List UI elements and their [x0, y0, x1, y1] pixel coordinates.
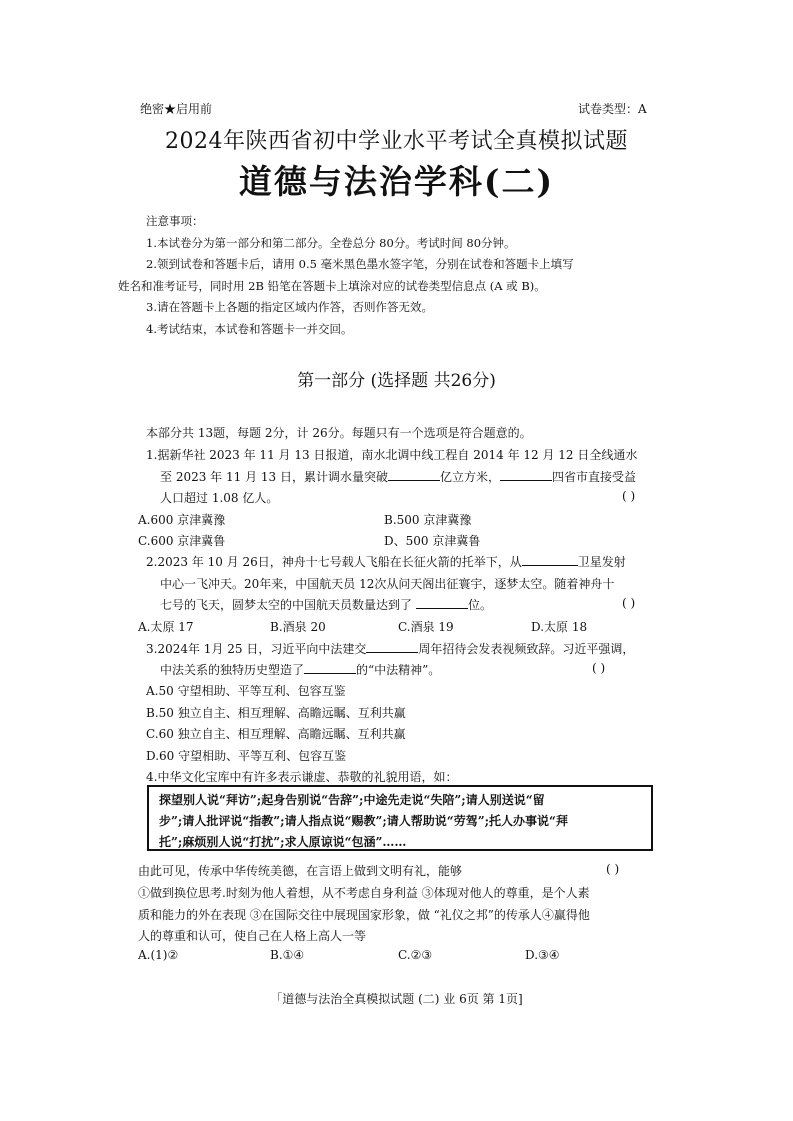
q4-statement-line1: ①做到换位思考.时刻为他人着想，从不考虑自身利益 ③体现对他人的尊重，是个人素 [138, 886, 590, 900]
q2-blank-1 [522, 553, 578, 566]
q1-blank-2 [500, 468, 552, 481]
q3-line2: 中法关系的独特历史塑造了 的“中法精神”。 [160, 663, 441, 677]
q2-option-c: C.酒泉 19 [398, 620, 454, 634]
q2-line3: 七号的飞天，圆梦太空的中国航天员数量达到了 位。 [160, 598, 493, 612]
q4-option-a: A.(1)② [138, 948, 179, 962]
q2-option-d: D.太原 18 [531, 620, 588, 634]
q1-blank-1 [388, 468, 440, 481]
q4-answer-paren: ( ) [606, 862, 620, 876]
q3-line1: 3.2024年 1月 25 日，习近平向中法建交 周年招待会发表视频致辞。习近平强调， [146, 642, 635, 656]
q3-option-a: A.50 守望相助、平等互利、包容互鉴 [146, 684, 346, 698]
exam-title: 2024年陕西省初中学业水平考试全真模拟试题 [165, 129, 628, 154]
q1-option-c: C.600 京津冀鲁 [138, 534, 226, 548]
q4-option-d: D.③④ [525, 948, 560, 962]
q1-option-d: D、500 京津冀鲁 [384, 534, 481, 548]
q3-answer-paren: ( ) [592, 661, 606, 675]
page-footer: 「道德与法治全真模拟试题 (二) 业 6页 第 1页] [270, 992, 523, 1006]
subject-title: 道德与法治学科(二) [238, 162, 555, 201]
q4-option-c: C.②③ [398, 948, 433, 962]
note-item-2-cont: 姓名和准考证号，同时用 2B 铅笔在答题卡上填涂对应的试卷类型信息点 (A 或 B)。 [118, 279, 546, 293]
q4-statement-line3: 人的尊重和认可，使自己在人格上高人一等 [138, 929, 367, 943]
q3-option-b: B.50 独立自主、相互理解、高瞻远瞩、互利共赢 [146, 706, 406, 720]
part-one-intro: 本部分共 13题，每题 2分，计 26分。每题只有一个选项是符合题意的。 [146, 426, 532, 440]
q1-line3: 人口超过 1.08 亿人。 [160, 491, 279, 505]
q4-quote-line-2: 步”;请人批评说“指教”;请人指点说“赐教”;请人帮助说“劳驾”;托人办事说“拜 [159, 814, 568, 828]
q4-stem: 由此可见，传承中华传统美德，在言语上做到文明有礼，能够 [138, 864, 463, 878]
q2-option-b: B.酒泉 20 [270, 620, 326, 634]
q1-line1: 1.据新华社 2023 年 11 月 13 日报道，南水北调中线工程自 2014 年 12 月 12 日全线通水 [146, 448, 638, 462]
q3-blank-2 [304, 661, 356, 674]
q3-blank-1 [366, 640, 418, 653]
part-one-title: 第一部分 (选择题 共26分) [297, 371, 496, 391]
q3-option-c: C.60 独立自主、相互理解、高瞻远瞩、互利共赢 [146, 727, 406, 741]
q1-answer-paren: ( ) [622, 489, 636, 503]
q4-quote-box [147, 785, 653, 851]
q2-line1: 2.2023 年 10 月 26日，神舟十七号载人飞船在长征火箭的托举下，从 卫星发射 [146, 555, 626, 569]
q1-line2: 至 2023 年 11 月 13 日，累计调水量突破 亿立方米， 四省市直接受益 [160, 470, 636, 484]
note-item-4: 4.考试结束，本试卷和答题卡一并交回。 [146, 322, 353, 336]
note-item-1: 1.本试卷分为第一部分和第二部分。全卷总分 80分。考试时间 80分钟。 [146, 236, 516, 250]
q4-quote-line-3: 托”;麻烦别人说“打扰”;求人原谅说“包涵”…… [159, 835, 407, 849]
q4-quote-line-1: 探望别人说“拜访”;起身告别说“告辞”;中途先走说“失陪”;请人别送说“留 [159, 793, 545, 807]
q2-option-a: A.太原 17 [138, 620, 194, 634]
q3-option-d: D.60 守望相助、平等互利、包容互鉴 [146, 749, 347, 763]
note-item-2: 2.领到试卷和答题卡后，请用 0.5 毫米黑色墨水签字笔，分别在试卷和答题卡上填写 [146, 257, 574, 271]
q4-statement-line2: 质和能力的外在表现 ③在国际交往中展现国家形象，做 “礼仪之邦”的传承人④赢得他 [138, 908, 590, 922]
q2-blank-2 [416, 596, 468, 609]
q2-answer-paren: ( ) [622, 596, 636, 610]
q1-option-b: B.500 京津冀豫 [384, 513, 472, 527]
q1-option-a: A.600 京津冀豫 [138, 513, 226, 527]
q4-line1: 4.中华文化宝库中有许多表示谦虚、恭敬的礼貌用语，如： [146, 770, 458, 784]
notes-heading: 注意事项： [146, 214, 204, 228]
note-item-3: 3.请在答题卡上各题的指定区域内作答，否则作答无效。 [146, 300, 433, 314]
paper-type-label: 试卷类型：A [578, 102, 647, 116]
q2-line2: 中心一飞冲天。20年来，中国航天员 12次从问天阁出征寰宇，逐梦太空。随着神舟十 [160, 577, 615, 591]
q4-option-b: B.①④ [270, 948, 305, 962]
secret-label: 绝密★启用前 [140, 102, 213, 116]
